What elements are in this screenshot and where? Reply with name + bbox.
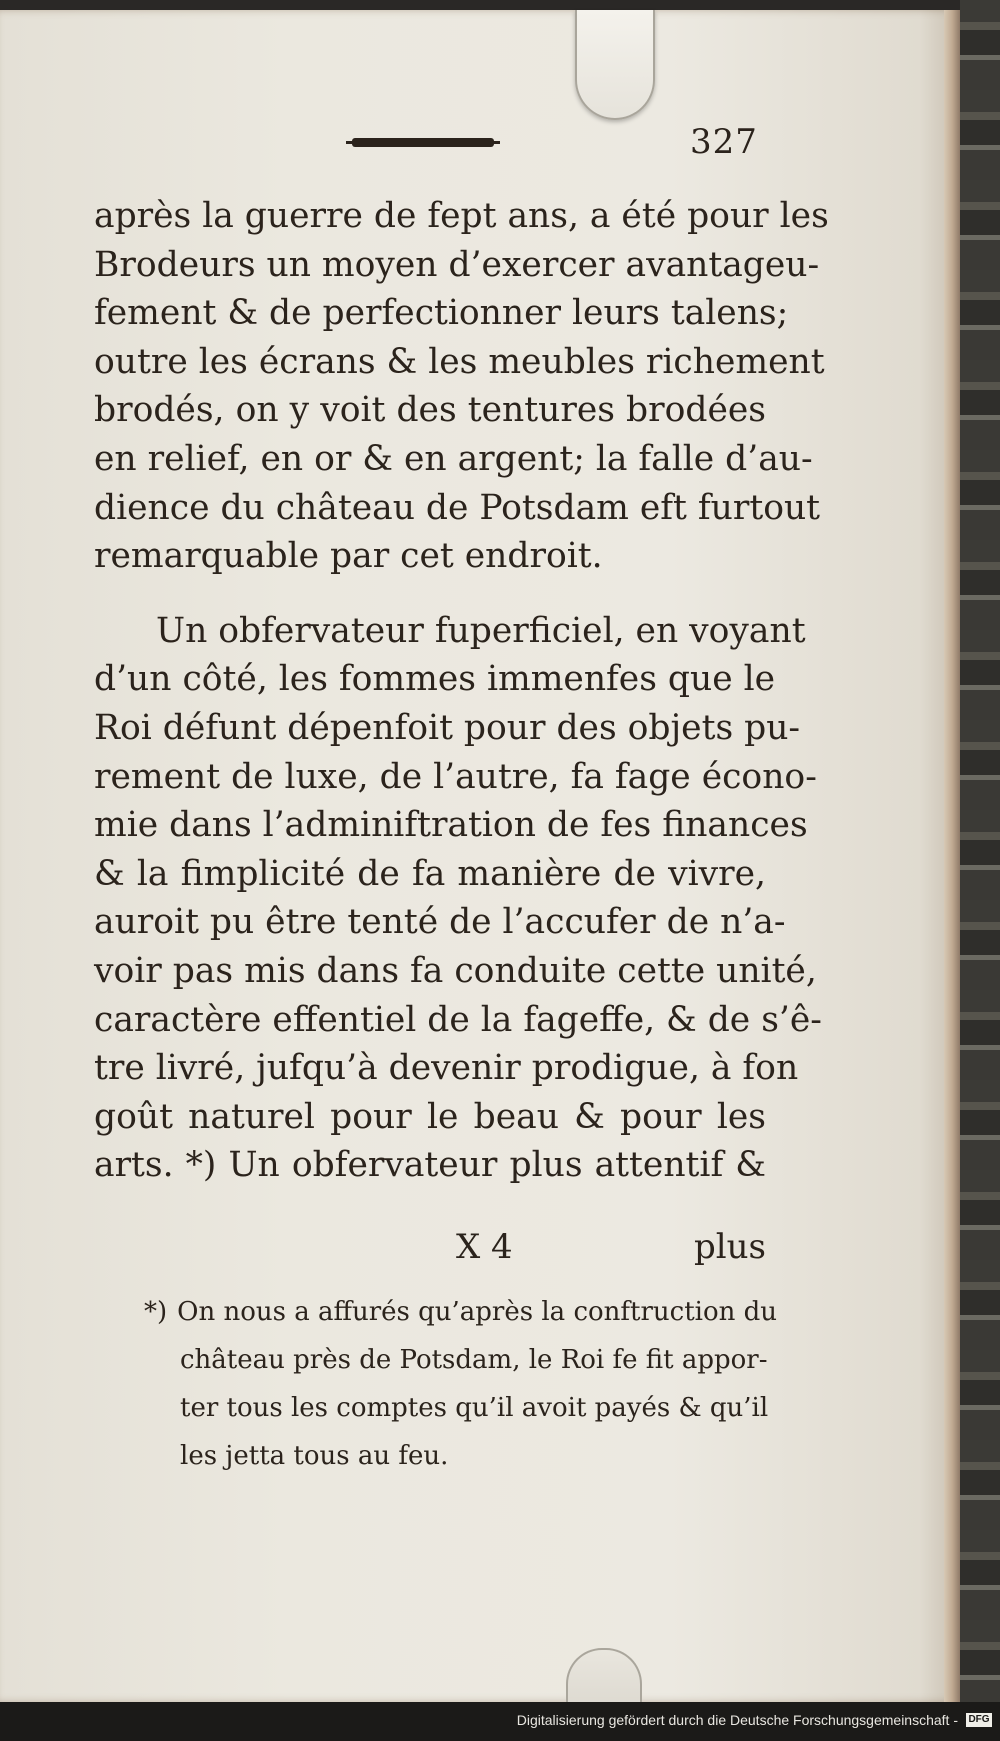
page-holder-clip-top [575,10,655,120]
page-edge [944,10,960,1702]
text-line: caractère effentiel de la fageffe, & de s’ê- [94,999,822,1040]
text-line: fement & de perfectionner leurs talens; [94,293,789,334]
text-line: auroit pu être tenté de l’accufer de n’a- [94,902,786,943]
dfg-logo: DFG [966,1713,992,1727]
text-line: Un obfervateur fuperficiel, en voyant [156,610,806,651]
page-number: 327 [690,122,758,162]
text-line: brodés, on y voit des tentures brodées [94,390,766,431]
text-line: & la fimplicité de fa manière de vivre, [94,853,766,894]
footnote-line: les jetta tous au feu. [180,1441,449,1471]
text-line: voir pas mis dans fa conduite cette unité, [94,950,817,991]
footnote-text: On nous a affurés qu’après la conftruction du [177,1297,778,1327]
signature-mark: X 4 [456,1227,513,1267]
text-line: Brodeurs un moyen d’exercer avantageu- [94,244,820,285]
text-line: après la guerre de fept ans, a été pour les [94,196,829,236]
footnote-line: ter tous les comptes qu’il avoit payés & qu’il [180,1393,769,1423]
book-spine [960,0,1000,1741]
text-line: mie dans l’adminiftration de fes finances [94,805,808,846]
text-line: goût naturel pour le beau & pour les [94,1096,766,1137]
text-line: arts. *) Un obfervateur plus attentif & [94,1145,766,1186]
text-line: dience du château de Potsdam eft furtout [94,487,821,528]
text-line: remarquable par cet endroit. [94,536,603,577]
text-line: tre livré, jufqu’à devenir prodigue, à fon [94,1048,799,1089]
text-line: rement de luxe, de l’autre, fa fage écono- [94,756,817,797]
footnote [144,1288,778,1480]
paragraph-gap [94,581,766,607]
body-text [94,192,829,1190]
text-line: en relief, en or & en argent; la falle d’au- [94,438,813,479]
text-line: outre les écrans & les meubles richement [94,341,825,382]
header-ornament-rule [352,138,494,147]
footnote-line [144,1288,778,1336]
footnote-line: château près de Potsdam, le Roi fe fit appor- [180,1345,768,1375]
catchword: plus [694,1227,766,1267]
footnote-mark: *) [144,1297,168,1327]
signature-row [94,1227,766,1271]
text-line: Roi défunt dépenfoit pour des objets pu- [94,707,801,748]
text-line: d’un côté, les fommes immenfes que le [94,659,776,700]
digitization-credit: Digitalisierung gefördert durch die Deutsche Forschungsgemeinschaft - [516,1712,958,1728]
